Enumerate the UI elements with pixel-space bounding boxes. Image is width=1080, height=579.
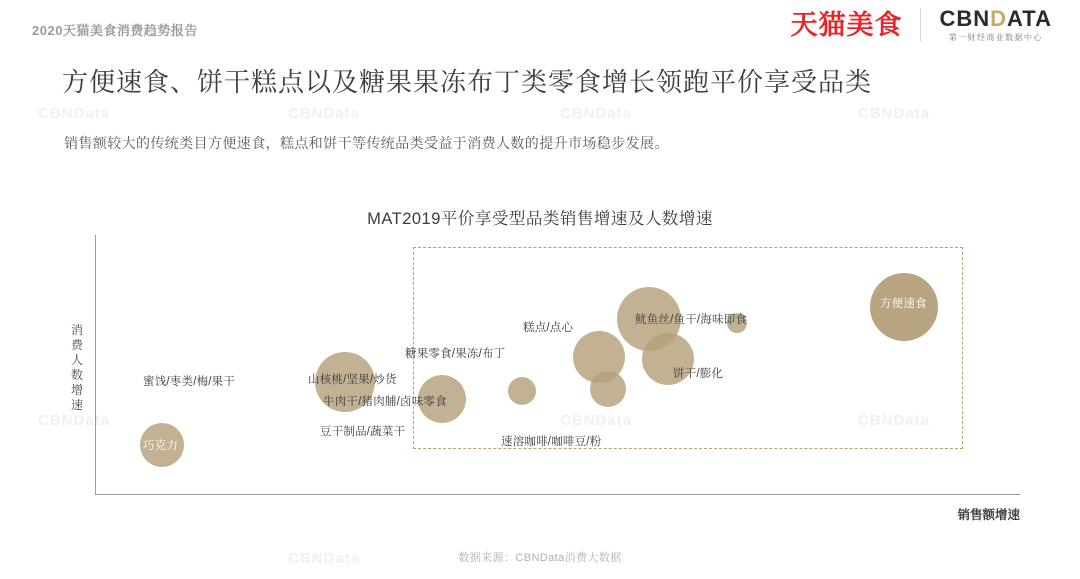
cbndata-wordmark	[939, 8, 1052, 30]
brand-lockup	[790, 8, 1052, 42]
bubble-label-nuts: 山核桃/坚果/炒货	[308, 374, 397, 386]
x-axis	[95, 494, 1020, 495]
bubble-label-instant-food: 方便速食	[880, 298, 927, 310]
watermark: CBNData	[288, 550, 361, 567]
watermark: CBNData	[858, 105, 931, 122]
bubble-label-pastry-dimsum: 糕点/点心	[523, 322, 574, 334]
bubble-label-biscuit-puffed: 饼干/膨化	[673, 368, 724, 380]
page-title: 方便速食、饼干糕点以及糖果果冻布丁类零食增长领跑平价享受品类	[62, 67, 873, 97]
x-axis-label: 销售额增速	[957, 508, 1020, 522]
tmall-food-logo: 天猫美食	[790, 9, 903, 40]
chart-title: MAT2019平价享受型品类销售增速及人数增速	[367, 210, 713, 228]
watermark: CBNData	[858, 412, 931, 429]
cbndata-wordmark-part2: ATA	[1007, 6, 1052, 31]
cbndata-logo	[939, 8, 1052, 42]
cbndata-wordmark-part1: CBN	[939, 6, 991, 31]
watermark: CBNData	[288, 105, 361, 122]
watermark: CBNData	[38, 412, 111, 429]
bubble-label-squid-seafood-snack: 鱿鱼丝/鱼干/海味即食	[635, 314, 748, 326]
y-axis-label: 消费人数增速	[70, 323, 83, 412]
bubble-label-dried-meat: 牛肉干/猪肉脯/卤味零食	[323, 396, 447, 408]
cbndata-subtitle: 第一财经商业数据中心	[948, 33, 1043, 42]
cbndata-wordmark-accent: D	[990, 6, 1008, 31]
bubble-candy-jelly-pudding[interactable]	[573, 331, 625, 383]
chart-container	[0, 180, 1080, 540]
data-source-note: 数据来源：CBNData消费大数据	[458, 552, 622, 564]
brand-divider	[920, 8, 921, 42]
report-label: 2020天猫美食消费趋势报告	[32, 23, 198, 38]
bubble-label-instant-coffee: 速溶咖啡/咖啡豆/粉	[501, 436, 602, 448]
bubble-label-dried-bean-vegetable: 豆干制品/蔬菜干	[320, 426, 406, 438]
bubble-dried-meat[interactable]	[508, 377, 536, 405]
watermark: CBNData	[560, 412, 633, 429]
y-axis	[95, 235, 96, 495]
watermark: CBNData	[560, 105, 633, 122]
bubble-label-chocolate: 巧克力	[143, 440, 179, 452]
page-subtitle: 销售额较大的传统类目方便速食，糕点和饼干等传统品类受益于消费人数的提升市场稳步发展。	[64, 135, 669, 151]
watermark: CBNData	[38, 105, 111, 122]
bubble-label-preserved-fruit: 蜜饯/枣类/梅/果干	[143, 376, 236, 388]
bubble-label-candy-jelly-pudding: 糖果零食/果冻/布丁	[405, 348, 506, 360]
